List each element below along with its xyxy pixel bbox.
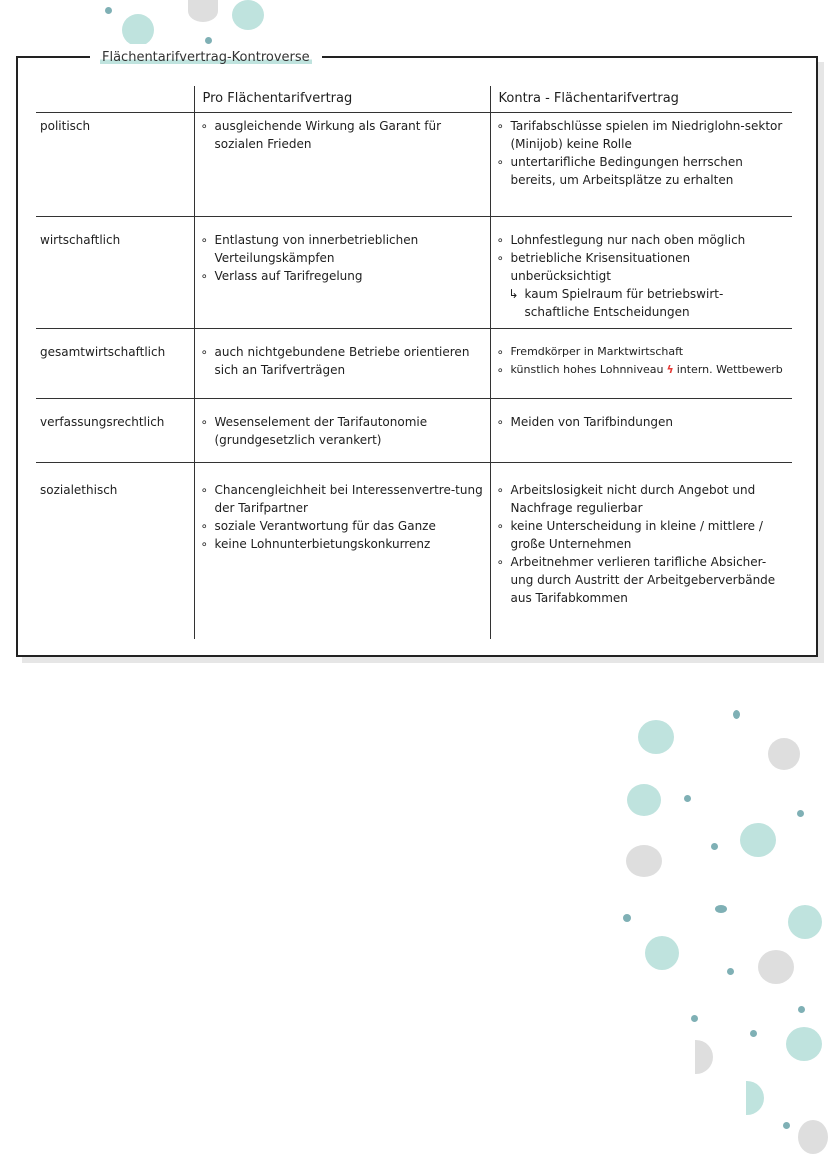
pro-cell <box>194 329 490 399</box>
decor-dot <box>797 810 804 817</box>
decor-dot <box>627 784 661 816</box>
decor-dot <box>645 936 679 970</box>
table-row <box>36 463 792 639</box>
decor-dot <box>715 905 727 913</box>
list-item: ∘ Verlass auf Tarifregelung <box>201 267 484 285</box>
controversy-table <box>36 86 792 639</box>
decor-dot <box>623 914 631 922</box>
list-item: ∘ Wesenselement der Tarifautonomie (grundgesetzlich verankert) <box>201 413 484 449</box>
decor-dot <box>758 950 794 984</box>
decor-dot <box>232 0 264 30</box>
contra-cell <box>490 113 792 217</box>
decor-dot <box>188 0 218 22</box>
header-empty <box>36 86 194 113</box>
pro-cell <box>194 217 490 329</box>
decor-half-dot <box>695 1040 713 1074</box>
decor-dot <box>205 37 212 44</box>
contra-cell <box>490 217 792 329</box>
table-row <box>36 399 792 463</box>
decor-dot <box>798 1006 805 1013</box>
lightning-icon: ϟ <box>666 363 674 376</box>
decor-dot <box>798 1120 828 1154</box>
decor-dot <box>638 720 674 754</box>
table-row <box>36 329 792 399</box>
list-item: ∘ keine Lohnunterbietungskonkurrenz <box>201 535 484 553</box>
table-row <box>36 113 792 217</box>
decor-dot <box>684 795 691 802</box>
row-label: verfassungsrechtlich <box>36 399 194 463</box>
decor-dot <box>733 710 740 719</box>
contra-cell <box>490 463 792 639</box>
list-item: ∘ soziale Verantwortung für das Ganze <box>201 517 484 535</box>
row-label: gesamtwirtschaftlich <box>36 329 194 399</box>
decor-dot <box>105 7 112 14</box>
list-item: ∘ Chancengleichheit bei Interessenvertre-tung der Tarifpartner <box>201 481 484 517</box>
contra-text: künstlich hohes Lohnniveau <box>510 363 664 376</box>
decor-dot <box>750 1030 757 1037</box>
list-item: ∘ keine Unterscheidung in kleine / mittlere / große Unternehmen <box>497 517 787 553</box>
decor-dot <box>786 1027 822 1061</box>
list-item: ∘ Entlastung von innerbetrieblichen Verteilungskämpfen <box>201 231 484 267</box>
decor-dot <box>626 845 662 877</box>
card-title-wrap <box>90 44 322 68</box>
decor-dot <box>727 968 734 975</box>
list-item: ∘ Arbeitnehmer verlieren tarifliche Absicher-ung durch Austritt der Arbeitgeberverbände aus Tarifabkommen <box>497 553 787 607</box>
page-title: Flächentarifvertrag-Kontroverse <box>102 50 310 65</box>
decor-dot <box>691 1015 698 1022</box>
table-header-row <box>36 86 792 113</box>
pro-cell <box>194 399 490 463</box>
header-pro: Pro Flächentarifvertrag <box>194 86 490 113</box>
list-item: ∘ betriebliche Krisensituationen unberücksichtigt <box>497 249 787 285</box>
header-contra: Kontra - Flächentarifvertrag <box>490 86 792 113</box>
table-row <box>36 217 792 329</box>
pro-cell <box>194 463 490 639</box>
decor-dot <box>783 1122 790 1129</box>
list-item: ∘ Tarifabschlüsse spielen im Niedriglohn-sektor (Minijob) keine Rolle <box>497 117 787 153</box>
row-label: wirtschaftlich <box>36 217 194 329</box>
list-item: ∘ Meiden von Tarifbindungen <box>497 413 787 431</box>
list-item: ∘ Arbeitslosigkeit nicht durch Angebot und Nachfrage regulierbar <box>497 481 787 517</box>
pro-cell <box>194 113 490 217</box>
row-label: sozialethisch <box>40 483 118 497</box>
list-item: ∘ untertarifliche Bedingungen herrschen bereits, um Arbeitsplätze zu erhalten <box>497 153 787 189</box>
decor-dot <box>740 823 776 857</box>
decor-dot <box>711 843 718 850</box>
row-label: politisch <box>36 113 194 217</box>
list-item: ∘ ausgleichende Wirkung als Garant für sozialen Frieden <box>201 117 484 153</box>
list-item: ∘ Lohnfestlegung nur nach oben möglich <box>497 231 787 249</box>
decor-dot <box>788 905 822 939</box>
contra-text: intern. Wettbewerb <box>676 363 783 376</box>
list-sub-item: ↳ kaum Spielraum für betriebswirt-schaftliche Entscheidungen <box>497 285 787 321</box>
list-item: ∘ auch nichtgebundene Betriebe orientieren sich an Tarifverträgen <box>201 343 484 379</box>
list-item <box>497 361 787 379</box>
contra-cell <box>490 329 792 399</box>
decor-half-dot <box>746 1081 764 1115</box>
decor-dot <box>122 14 154 46</box>
decor-dot <box>768 738 800 770</box>
contra-cell <box>490 399 792 463</box>
list-item: ∘ Fremdkörper in Marktwirtschaft <box>497 343 787 361</box>
